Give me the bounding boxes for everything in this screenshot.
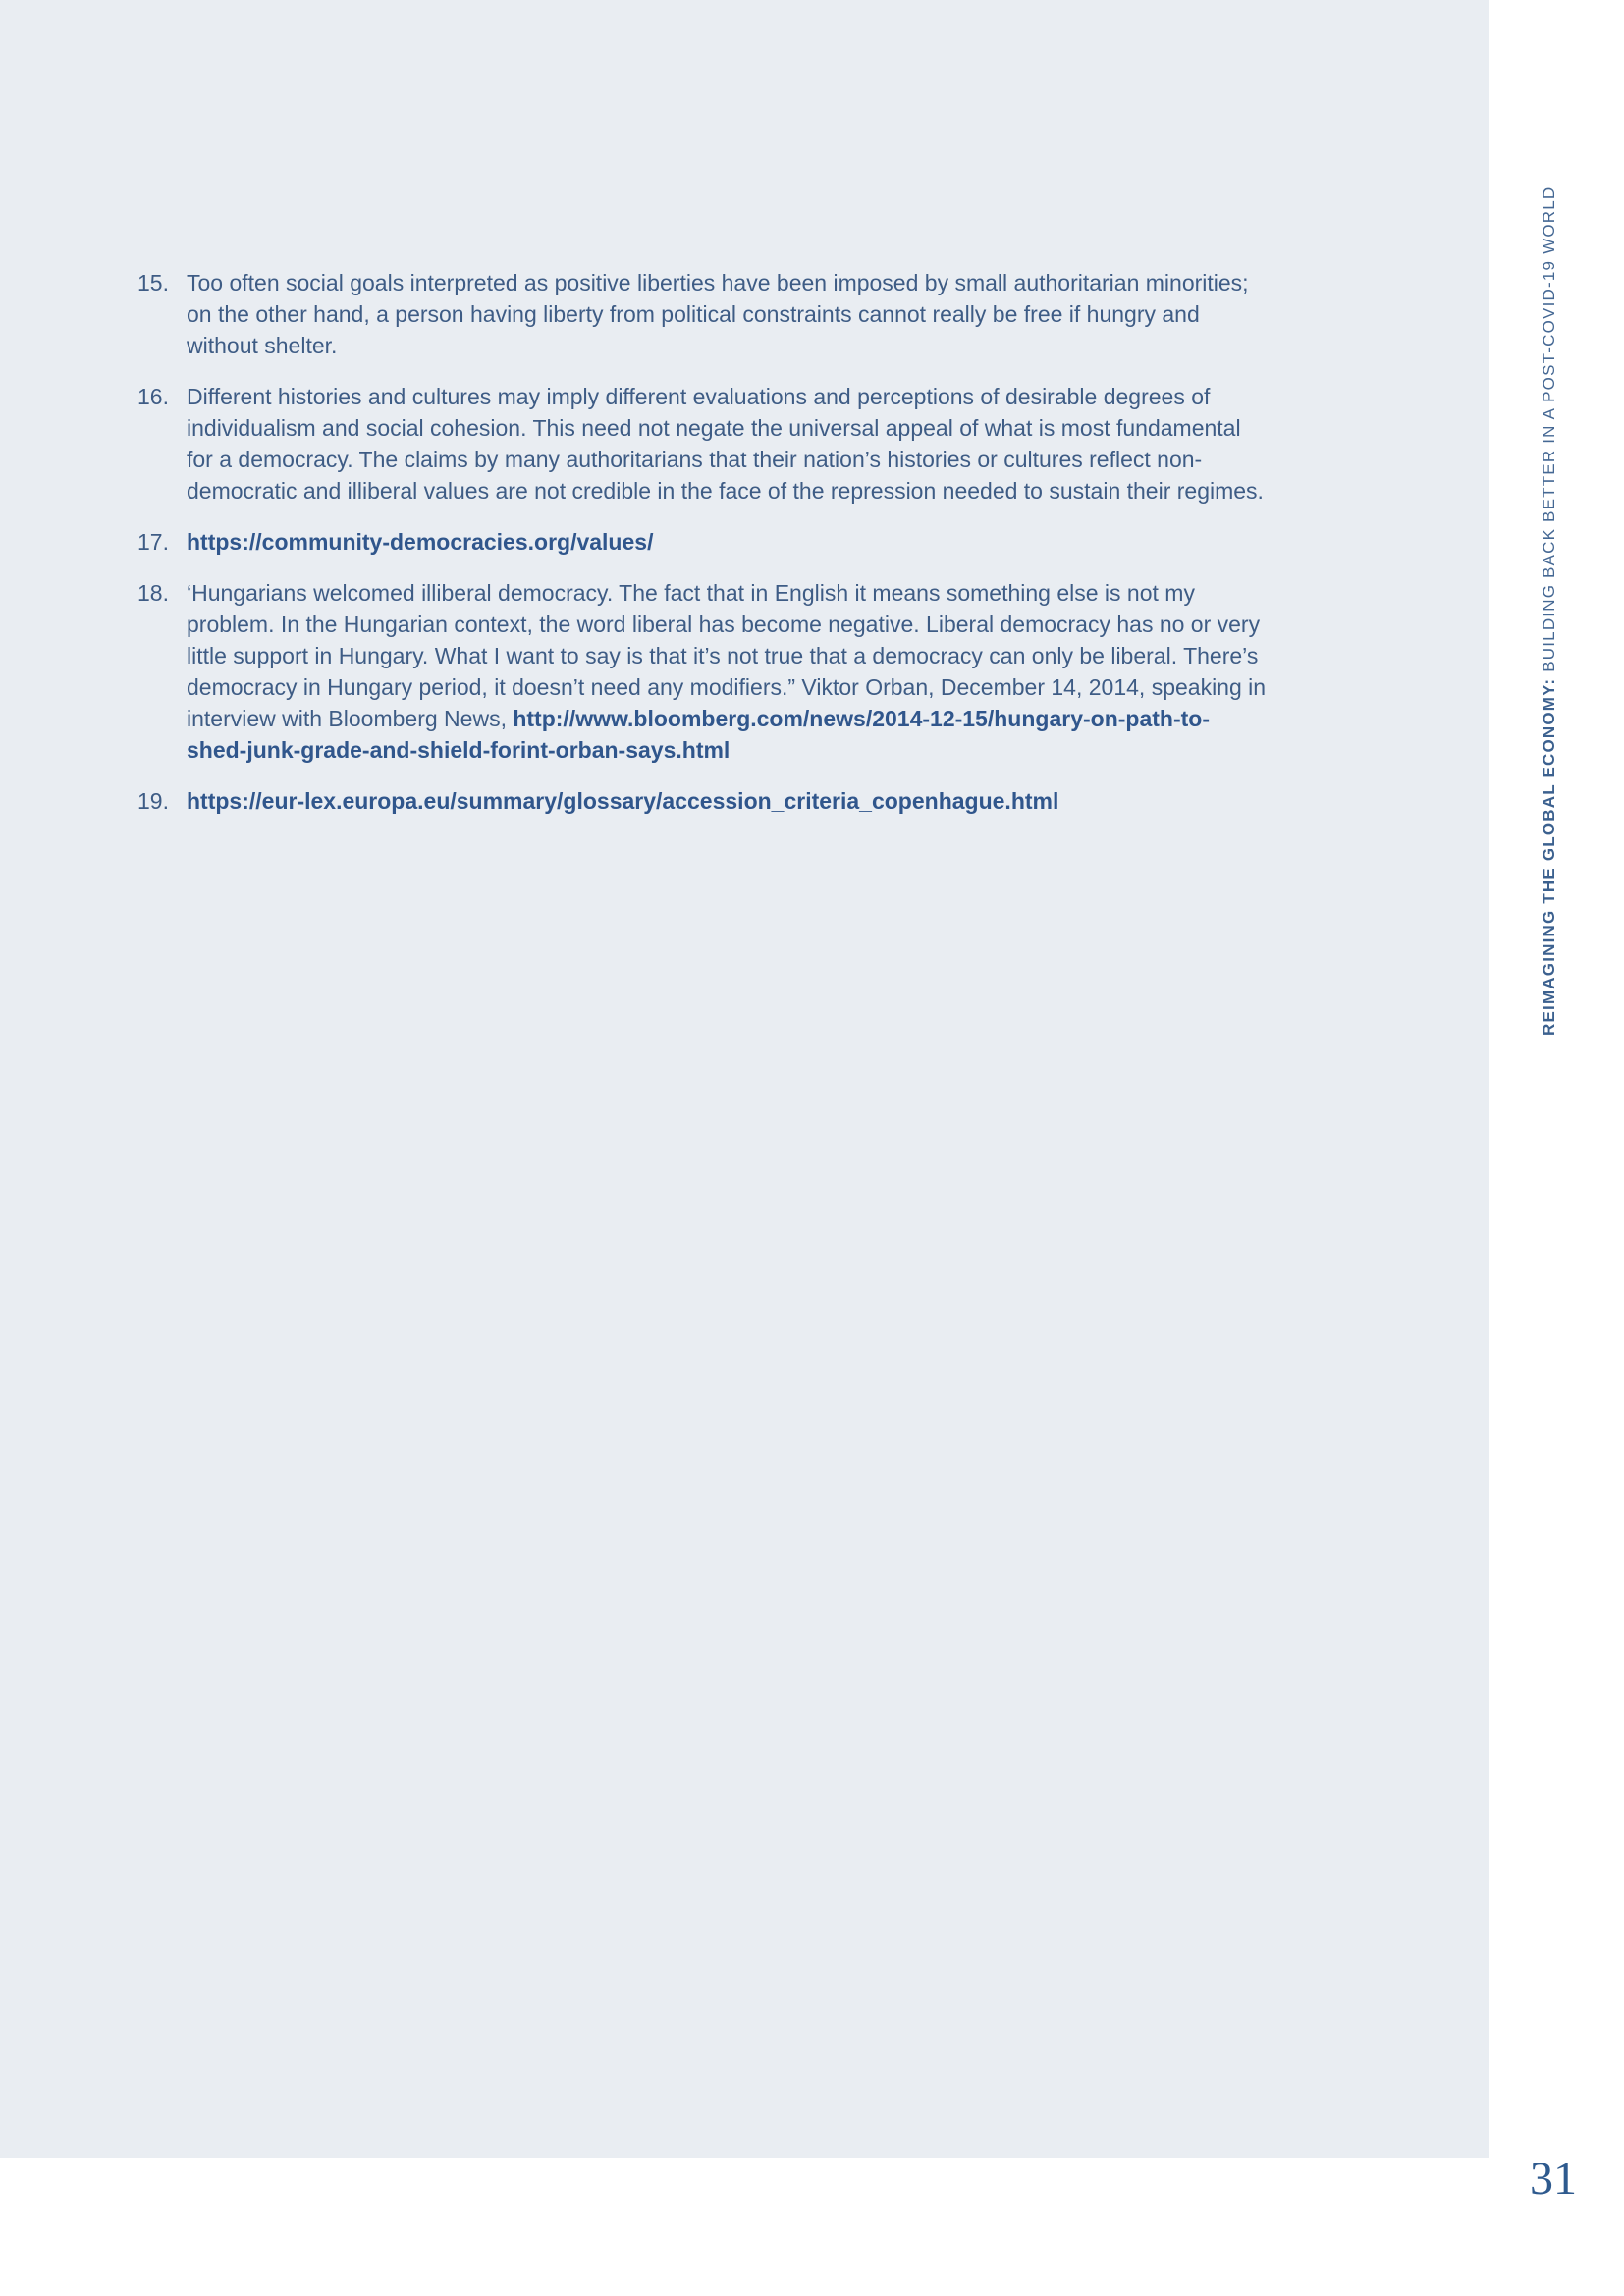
endnote-link[interactable]: https://eur-lex.europa.eu/summary/glossary/accession_criteria_copenhague.html [187,788,1059,814]
endnotes-list [137,267,1267,836]
endnote-item [137,267,1267,361]
vertical-running-title [1540,128,1567,1036]
endnote-item [137,785,1267,817]
endnote-number: 16. [137,384,169,409]
page-number: 31 [1530,2153,1577,2205]
running-title-bold: REIMAGINING THE GLOBAL ECONOMY: [1540,677,1558,1036]
endnote-text [187,529,653,555]
endnote-item [137,526,1267,558]
endnote-text [187,580,1266,763]
endnote-item [137,577,1267,766]
running-title-regular: BUILDING BACK BETTER IN A POST-COVID-19 WORLD [1540,186,1558,678]
endnote-text-segment: Different histories and cultures may imply different evaluations and perceptions of desirable degrees of individualism and social cohesion. This need not negate the universal appeal of what is most fundamental for a democracy. The claims by many authoritarians that their nation’s histories or cultures reflect non-democratic and illiberal values are not credible in the face of the repression needed to sustain their regimes. [187,384,1264,504]
endnote-number: 19. [137,788,169,814]
endnote-number: 15. [137,270,169,295]
endnote-link[interactable]: http://www.bloomberg.com/news/2014-12-15/hungary-on-path-to-shed-junk-grade-and-shield-forint-orban-says.html [187,706,1210,763]
endnote-text-segment: ‘Hungarians welcomed illiberal democracy. The fact that in English it means something else is not my problem. In the Hungarian context, the word liberal has become negative. Liberal democracy has no or very little support in Hungary. What I want to say is that it’s not true that a democracy can only be liberal. There’s democracy in Hungary period, it doesn’t need any modifiers.” Viktor Orban, December 14, 2014, speaking in interview with Bloomberg News, [187,580,1267,731]
endnote-number: 18. [137,580,169,606]
endnote-text-segment: Too often social goals interpreted as positive liberties have been imposed by small authoritarian minorities; on the other hand, a person having liberty from political constraints cannot really be free if hungry and without shelter. [187,270,1249,358]
endnote-text [187,270,1249,358]
endnote-text [187,384,1264,504]
endnote-text [187,788,1058,814]
endnote-item [137,381,1267,507]
endnote-link[interactable]: https://community-democracies.org/values/ [187,529,654,555]
endnote-number: 17. [137,529,169,555]
